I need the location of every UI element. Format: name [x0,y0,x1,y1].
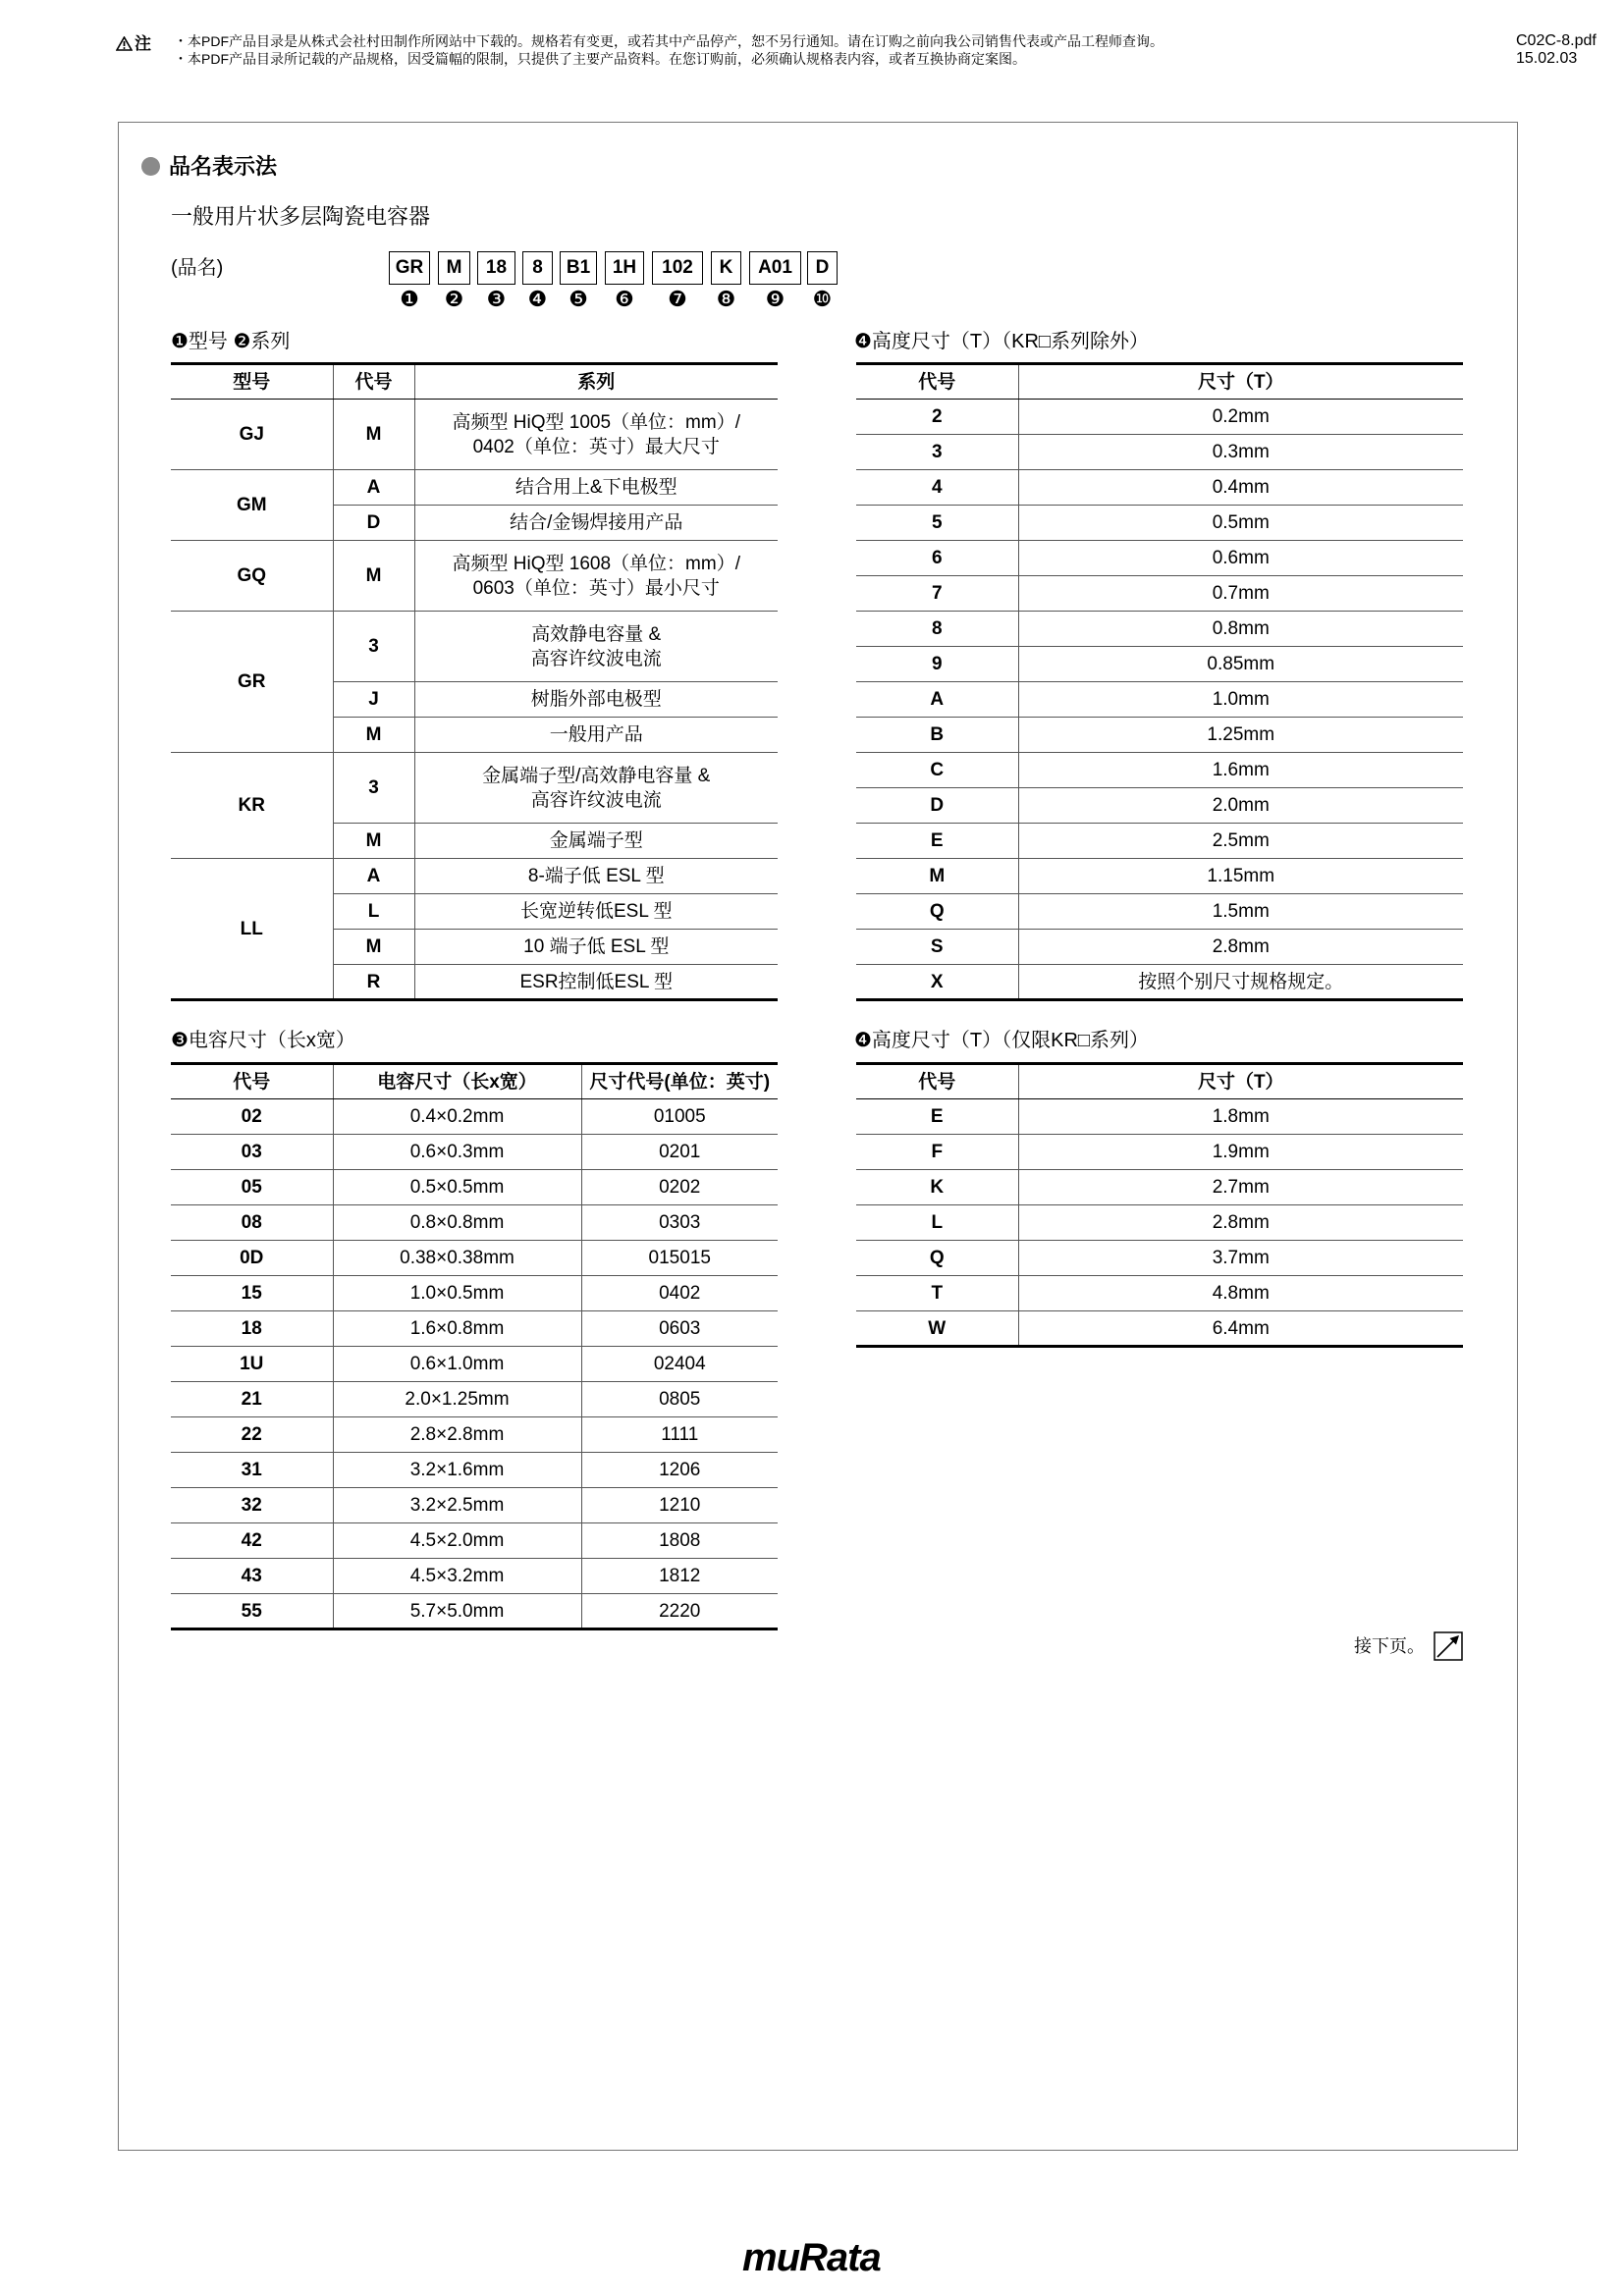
code-cell: 21 [171,1382,333,1417]
code-cell: D [333,506,414,541]
header-size: 尺寸（T） [1018,1064,1463,1099]
code-cell: T [856,1276,1018,1311]
inch-code-cell: 01005 [581,1099,778,1135]
code-cell: 32 [171,1488,333,1523]
next-page-arrow-icon [1434,1631,1463,1661]
table-row [171,1170,778,1205]
inch-code-cell: 0805 [581,1382,778,1417]
murata-logo: muRata [742,2236,881,2279]
code-cell: 1U [171,1347,333,1382]
table-row [856,1135,1463,1170]
table-row [171,1276,778,1311]
code-cell: 02 [171,1099,333,1135]
table-row [171,541,778,612]
size-cell: 0.6×1.0mm [333,1347,581,1382]
table-row [856,1205,1463,1241]
part-code-box: A01 [749,251,801,285]
section-title: 品名表示法 [169,154,278,179]
size-cell: 2.7mm [1018,1170,1463,1205]
document-filename: C02C-8.pdf [1516,32,1597,49]
part-marker: ❹ [527,288,548,312]
code-cell: 3 [333,753,414,824]
table-row [171,1453,778,1488]
inch-code-cell: 02404 [581,1347,778,1382]
document-info [1516,32,1597,68]
table-row [171,1241,778,1276]
code-cell: 8 [856,612,1018,647]
code-cell: W [856,1311,1018,1347]
inch-code-cell: 1812 [581,1559,778,1594]
table-row [856,1311,1463,1347]
part-marker: ❻ [615,288,634,312]
type-cell: GJ [171,400,333,470]
table-row [856,824,1463,859]
table-header-row [856,1064,1463,1099]
code-cell: 4 [856,470,1018,506]
code-cell: M [333,400,414,470]
inch-code-cell: 0303 [581,1205,778,1241]
series-cell: 金属端子型/高效静电容量 & 高容许纹波电流 [414,753,778,824]
code-cell: 05 [171,1170,333,1205]
type-cell: GR [171,612,333,753]
inch-code-cell: 1206 [581,1453,778,1488]
table-row [856,1276,1463,1311]
table-row [856,647,1463,682]
code-cell: R [333,965,414,1000]
series-cell: 高效静电容量 & 高容许纹波电流 [414,612,778,682]
thickness-caption: ❹高度尺寸（T）（KR□系列除外） [854,331,1150,352]
code-cell: C [856,753,1018,788]
code-cell: 7 [856,576,1018,612]
code-cell: 3 [856,435,1018,470]
size-cell: 1.5mm [1018,894,1463,930]
size-cell: 2.0mm [1018,788,1463,824]
part-marker: ❿ [812,288,833,312]
size-cell: 1.6×0.8mm [333,1311,581,1347]
table-row [856,541,1463,576]
code-cell: M [856,859,1018,894]
series-cell: 结合用上&下电极型 [414,470,778,506]
code-cell: 6 [856,541,1018,576]
size-cell: 2.8×2.8mm [333,1417,581,1453]
part-code-box: 18 [477,251,515,285]
table-row [171,470,778,506]
notice-heading [116,33,151,55]
table-row [856,894,1463,930]
code-cell: 03 [171,1135,333,1170]
code-cell: A [333,470,414,506]
code-cell: Q [856,1241,1018,1276]
table-row [856,576,1463,612]
table-row [856,682,1463,718]
document-date: 15.02.03 [1516,50,1578,67]
header-code: 代号 [171,1064,333,1099]
code-cell: F [856,1135,1018,1170]
type-cell: KR [171,753,333,859]
table-row [856,1099,1463,1135]
table-row [856,435,1463,470]
size-cell: 0.6mm [1018,541,1463,576]
series-cell: 长宽逆转低ESL 型 [414,894,778,930]
table-row [856,753,1463,788]
header-code: 代号 [856,1064,1018,1099]
inch-code-cell: 0402 [581,1276,778,1311]
series-cell: 高频型 HiQ型 1005（单位：mm）/ 0402（单位：英寸）最大尺寸 [414,400,778,470]
series-cell: 一般用产品 [414,718,778,753]
series-cell: 树脂外部电极型 [414,682,778,718]
table-header-row [171,364,778,400]
part-code-box: M [438,251,470,285]
code-cell: M [333,930,414,965]
size-cell: 3.7mm [1018,1241,1463,1276]
notice-text [174,32,1164,68]
inch-code-cell: 0202 [581,1170,778,1205]
code-cell: A [856,682,1018,718]
size-cell: 4.8mm [1018,1276,1463,1311]
code-cell: 18 [171,1311,333,1347]
table-row [171,753,778,824]
header-series: 系列 [414,364,778,400]
table-row [171,1417,778,1453]
series-cell: 结合/金锡焊接用产品 [414,506,778,541]
inch-code-cell: 015015 [581,1241,778,1276]
type-series-table [171,362,778,1001]
table-row [856,965,1463,1000]
code-cell: 55 [171,1594,333,1629]
header-inch-code: 尺寸代号(单位：英寸) [581,1064,778,1099]
part-marker: ❸ [486,288,507,312]
size-cell: 2.8mm [1018,930,1463,965]
section-bullet-icon [141,157,160,176]
part-marker: ❼ [668,288,687,312]
code-cell: Q [856,894,1018,930]
code-cell: 5 [856,506,1018,541]
size-cell: 1.9mm [1018,1135,1463,1170]
size-cell: 0.38×0.38mm [333,1241,581,1276]
inch-code-cell: 1808 [581,1523,778,1559]
code-cell: 3 [333,612,414,682]
table-row [856,859,1463,894]
table-row [171,1099,778,1135]
table-row [171,1488,778,1523]
table-row [171,1311,778,1347]
table-row [171,1205,778,1241]
size-cell: 2.0×1.25mm [333,1382,581,1417]
code-cell: D [856,788,1018,824]
table-row [856,470,1463,506]
series-cell: 10 端子低 ESL 型 [414,930,778,965]
notice-line: ・本PDF产品目录所记载的产品规格，因受篇幅的限制，只提供了主要产品资料。在您订购前，必须确认规格表内容，或者互换协商定案图。 [174,51,1026,67]
size-cell: 1.15mm [1018,859,1463,894]
part-marker: ❽ [716,288,736,312]
code-cell: M [333,824,414,859]
notice-line: ・本PDF产品目录是从株式会社村田制作所网站中下载的。规格若有变更，或若其中产品停产，恕不另行通知。请在订购之前向我公司销售代表或产品工程师查询。 [174,33,1164,49]
table-row [856,930,1463,965]
inch-code-cell: 0603 [581,1311,778,1347]
table-row [856,788,1463,824]
type-cell: LL [171,859,333,1000]
inch-code-cell: 1111 [581,1417,778,1453]
size-cell: 0.3mm [1018,435,1463,470]
header-size: 尺寸（T） [1018,364,1463,400]
next-page-label: 接下页。 [1354,1636,1425,1656]
table-row [171,1523,778,1559]
code-cell: A [333,859,414,894]
part-marker: ❷ [444,288,464,312]
part-marker: ❾ [765,288,785,312]
size-cell: 1.25mm [1018,718,1463,753]
code-cell: 2 [856,400,1018,435]
code-cell: B [856,718,1018,753]
table-row [171,1559,778,1594]
code-cell: 43 [171,1559,333,1594]
header-type: 型号 [171,364,333,400]
code-cell: M [333,541,414,612]
part-marker: ❶ [400,288,419,312]
size-cell: 0.4×0.2mm [333,1099,581,1135]
part-code-box: 102 [652,251,703,285]
code-cell: L [333,894,414,930]
size-cell: 0.4mm [1018,470,1463,506]
table-row [856,612,1463,647]
code-cell: S [856,930,1018,965]
part-code-box: B1 [560,251,597,285]
size-cell: 0.6×0.3mm [333,1135,581,1170]
table-row [171,1347,778,1382]
notice-label: 注 [135,34,151,53]
table-row [171,1135,778,1170]
table-row [856,1170,1463,1205]
size-cell: 0.7mm [1018,576,1463,612]
type-cell: GQ [171,541,333,612]
code-cell: X [856,965,1018,1000]
code-cell: J [333,682,414,718]
part-code-box: 1H [605,251,644,285]
header-code: 代号 [333,364,414,400]
size-cell: 3.2×1.6mm [333,1453,581,1488]
part-code-box: D [807,251,838,285]
table-row [856,718,1463,753]
code-cell: L [856,1205,1018,1241]
thickness-table [856,362,1463,1001]
part-marker: ❺ [568,288,588,312]
size-cell: 3.2×2.5mm [333,1488,581,1523]
thickness-kr-table [856,1062,1463,1348]
table-header-row [171,1064,778,1099]
code-cell: 22 [171,1417,333,1453]
code-cell: 31 [171,1453,333,1488]
size-cell: 1.0×0.5mm [333,1276,581,1311]
code-cell: 08 [171,1205,333,1241]
table-row [856,1241,1463,1276]
table-row [171,1594,778,1629]
inch-code-cell: 1210 [581,1488,778,1523]
size-cell: 0.8mm [1018,612,1463,647]
code-cell: 42 [171,1523,333,1559]
inch-code-cell: 0201 [581,1135,778,1170]
part-number-label: (品名) [171,257,224,279]
table-row [171,859,778,894]
table-row [171,1382,778,1417]
table-row [856,400,1463,435]
size-cell: 6.4mm [1018,1311,1463,1347]
code-cell: 15 [171,1276,333,1311]
table-row [171,400,778,470]
size-cell: 2.5mm [1018,824,1463,859]
code-cell: E [856,1099,1018,1135]
dimension-caption: ❸电容尺寸（长x宽） [171,1030,355,1051]
size-cell: 5.7×5.0mm [333,1594,581,1629]
type-series-caption: ❶型号 ❷系列 [171,331,291,352]
header-size: 电容尺寸（长x宽） [333,1064,581,1099]
inch-code-cell: 2220 [581,1594,778,1629]
size-cell: 1.0mm [1018,682,1463,718]
table-row [856,506,1463,541]
code-cell: K [856,1170,1018,1205]
size-cell: 按照个别尺寸规格规定。 [1018,965,1463,1000]
code-cell: M [333,718,414,753]
table-row [171,612,778,682]
part-code-box: GR [389,251,430,285]
series-cell: 8-端子低 ESL 型 [414,859,778,894]
size-cell: 1.6mm [1018,753,1463,788]
part-code-box: 8 [522,251,553,285]
header-code: 代号 [856,364,1018,400]
section-subtitle: 一般用片状多层陶瓷电容器 [171,204,431,229]
warning-icon [116,36,133,51]
series-cell: 高频型 HiQ型 1608（单位：mm）/ 0603（单位：英寸）最小尺寸 [414,541,778,612]
code-cell: 9 [856,647,1018,682]
size-cell: 0.8×0.8mm [333,1205,581,1241]
series-cell: ESR控制低ESL 型 [414,965,778,1000]
size-cell: 4.5×3.2mm [333,1559,581,1594]
size-cell: 1.8mm [1018,1099,1463,1135]
type-cell: GM [171,470,333,541]
size-cell: 0.85mm [1018,647,1463,682]
size-cell: 0.5×0.5mm [333,1170,581,1205]
size-cell: 2.8mm [1018,1205,1463,1241]
part-code-box: K [711,251,741,285]
size-cell: 4.5×2.0mm [333,1523,581,1559]
code-cell: 0D [171,1241,333,1276]
dimension-table [171,1062,778,1630]
size-cell: 0.5mm [1018,506,1463,541]
table-header-row [856,364,1463,400]
thickness-kr-caption: ❹高度尺寸（T）（仅限KR□系列） [854,1030,1150,1051]
size-cell: 0.2mm [1018,400,1463,435]
series-cell: 金属端子型 [414,824,778,859]
code-cell: E [856,824,1018,859]
